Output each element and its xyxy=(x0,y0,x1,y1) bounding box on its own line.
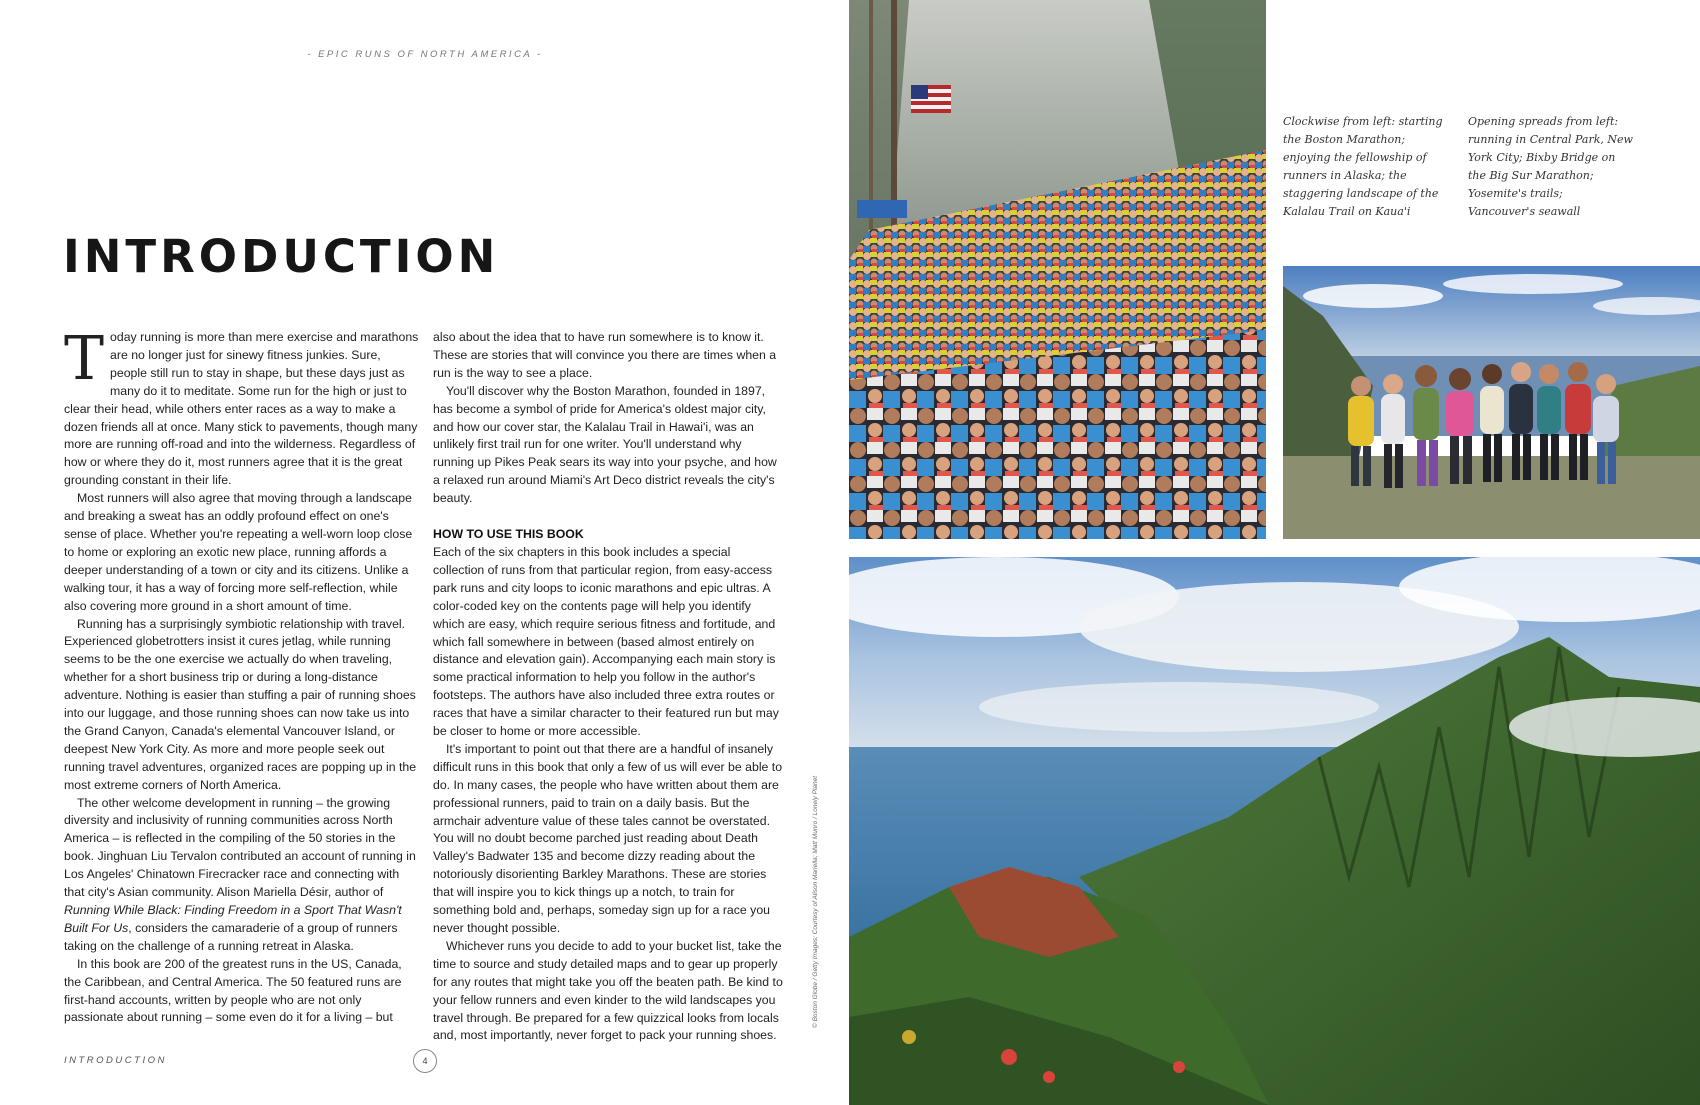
paragraph-text: , considers the camaraderie of a group of runners taking on the challenge of a running retreat in Alaska. xyxy=(64,920,398,953)
paragraph: Running has a surprisingly symbiotic relationship with travel. Experienced globetrotters insist it cures jetlag, while running seems to be the one exercise we actually do when traveling, whether for a short business trip or during a long-distance adventure. Nothing is easier than stuffing a pair of running shoes into our luggage, and those running shoes can now take us into the Grand Canyon, Canada's elemental Vancouver Island, or deepest New York City. As more and more people seek out running travel adventures, organized races are popping up in the most extreme corners of North America. xyxy=(64,616,417,792)
paragraph xyxy=(64,324,419,490)
running-head: - EPIC RUNS OF NORTH AMERICA - xyxy=(307,49,543,60)
page-number: 4 xyxy=(413,1049,437,1073)
drop-cap: T xyxy=(64,324,105,394)
paragraph: Each of the six chapters in this book includes a special collection of runs from that particular region, from easy-access park runs and city loops to iconic marathons and epic ultras. A color-coded key on the contents page will help you identify which are easy, which require serious fitness and fortitude, and which fall somewhere in between (based almost entirely on distance and elevation gain). Accompanying each main story is some practical information to help you follow in the author's footsteps. The authors have also included three extra routes or races that have a similar character to their featured run but may be closer to home or more accessible. xyxy=(433,544,779,739)
kalalau-trail-photo xyxy=(849,557,1700,1105)
body-column-left xyxy=(64,324,419,1027)
paragraph: In this book are 200 of the greatest runs in the US, Canada, the Caribbean, and Central America. The 50 featured runs are first-hand accounts, written by people who are not only passionate about running – some even do it for a living – but xyxy=(64,956,402,1025)
page-title: INTRODUCTION xyxy=(63,230,500,283)
american-flag-icon xyxy=(911,85,951,113)
caption-left: Clockwise from left: starting the Boston Marathon; enjoying the fellowship of runners in Alaska; the staggering landscape of the Kalalau Trail on Kaua'i xyxy=(1283,115,1443,218)
section-heading: HOW TO USE THIS BOOK xyxy=(433,527,584,542)
paragraph: Most runners will also agree that moving through a landscape and breaking a sweat has an oddly profound effect on one's sense of place. Whether you're repeating a well-worn loop close to home or exploring an exotic new place, running affords a deeper understanding of a town or city and its citizens. Unlike a walking tour, it has a way of forcing more self-reflection, while also covering more ground in a short amount of time. xyxy=(64,491,413,613)
footer-section-label: INTRODUCTION xyxy=(64,1055,167,1066)
boston-marathon-photo xyxy=(849,0,1266,539)
caption-right: Opening spreads from left: running in Central Park, New York City; Bixby Bridge on the Big Sur Marathon; Yosemite's trails; Vancouver's seawall xyxy=(1468,115,1633,218)
paragraph-text: The other welcome development in running – the growing diversity and inclusivity of running communities across North America – is reflected in the compiling of the 50 stories in the book. Jinghuan Liu Tervalon contributed an account of running in Los Angeles' Chinatown Firecracker race and connecting with that city's Asian community. Alison Mariella Désir, author of xyxy=(64,795,416,900)
paragraph: It's important to point out that there are a handful of insanely difficult runs in this book that only a few of us will ever be able to do. In many cases, the people who have written about them are professional runners, paid to train on a daily basis. But the armchair adventure value of these tales cannot be overstated. You will no doubt become parched just reading about Death Valley's Badwater 135 and become dizzy reading about the notoriously disorienting Barkley Marathons. These are stories that will inspire you to kick things up a notch, to train for something bold and, perhaps, someday sign up for a race you never thought possible. xyxy=(433,741,783,935)
paragraph: also about the idea that to have run somewhere is to know it. These are stories that will convince you there are times when a run is the way to see a place. xyxy=(433,330,777,380)
paragraph xyxy=(64,795,419,956)
paragraph-text: oday running is more than mere exercise and marathons are no longer just for sinewy fitness junkies. Sure, people still run to stay in shape, but these days just as many do it to meditate. Some run for the high or just to clear their head, while others enter races as a way to make a dozen friends all at once. Many stick to pavements, though many more are running off-road and into the wilderness. Regardless of how or where they do it, most runners agree that it is the great grounding constant in their life. xyxy=(64,330,419,488)
book-title: Running While Black: Finding Freedom in a Sport That Wasn't Built For Us xyxy=(64,903,402,935)
photo-credit: © Boston Globe / Getty Images; Courtesy of Alison Mariella; Matt Munro / Lonely Planet xyxy=(812,775,819,1028)
paragraph: You'll discover why the Boston Marathon, founded in 1897, has become a symbol of pride for America's oldest major city, and how our cover star, the Kalalau Trail in Hawai'i, was an unlikely first trail run for one writer. You'll understand why running up Pikes Peak sears its way into your psyche, and how a relaxed run around Miami's Art Deco district reveals the city's beauty. xyxy=(433,383,777,506)
paragraph: Whichever runs you decide to add to your bucket list, take the time to source and study detailed maps and to gear up properly for any routes that might take you off the beaten path. Be kind to your fellow runners and even kinder to the wild landscapes you travel through. Be prepared for a few quizzical looks from locals and, most importantly, never forget to pack your running shoes. xyxy=(433,938,783,1043)
body-column-right xyxy=(433,329,785,1045)
alaska-runners-photo xyxy=(1283,266,1700,539)
